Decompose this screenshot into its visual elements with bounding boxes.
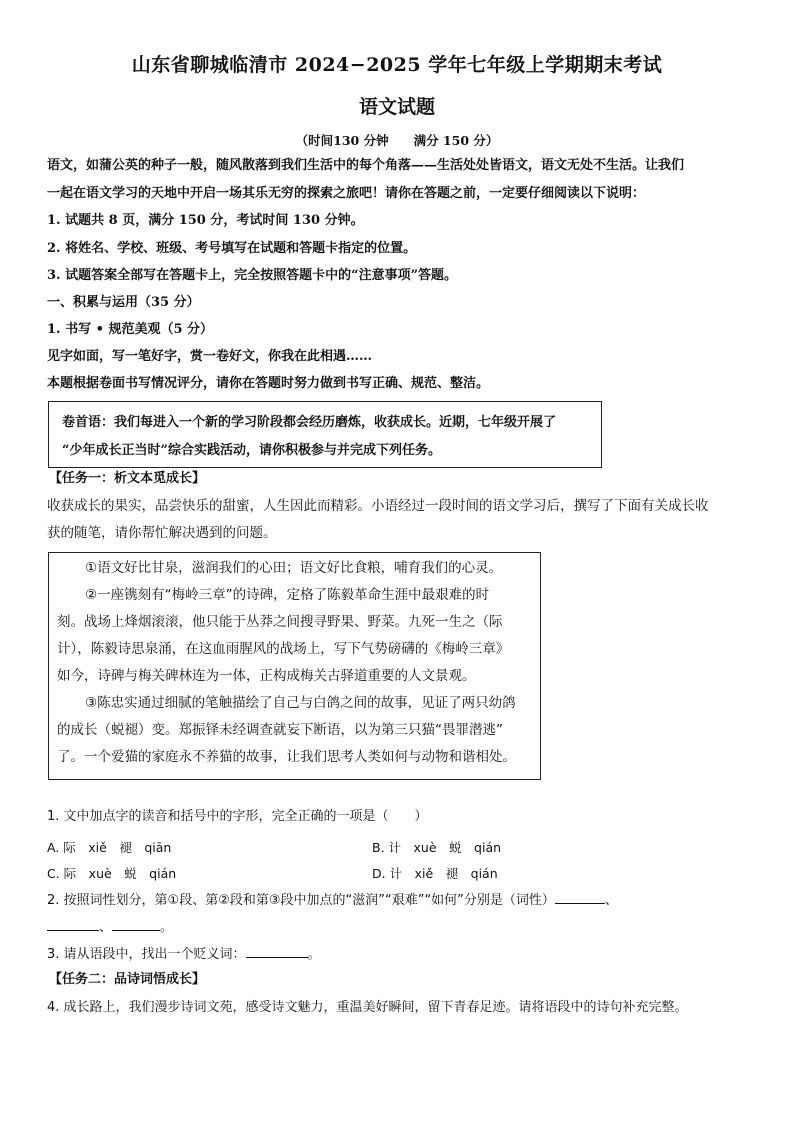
separator: 、 [99, 920, 113, 935]
passage-line: 如今，诗碑与梅关碑林连为一体，正构成梅关古驿道重要的人文景观。 [57, 668, 476, 684]
exam-subtitle: 语文试题 [358, 96, 435, 118]
question-sub-2 [47, 891, 747, 910]
preface-line-2: “少年成长正当时”综合实践活动，请你积极参与并完成下列任务。 [62, 443, 441, 458]
option-c[interactable]: C. 际 xuè 蜕 qián [47, 866, 177, 881]
task-1-intro-2: 获的随笔，请你帮忙解决遇到的问题。 [47, 525, 277, 541]
passage-line: ①语文好比甘泉，滋润我们的心田；语文好比食粮，哺育我们的心灵。 [85, 560, 503, 576]
exam-title: 山东省聊城临清市 2024−2025 学年七年级上学期期末考试 [131, 54, 663, 76]
answer-blank[interactable] [112, 918, 160, 931]
intro-line-2: 一起在语文学习的天地中开启一场其乐无穷的探索之旅吧！请你在答题之前，一定要仔细阅读以下说明： [47, 186, 646, 201]
question-1-line-2: 本题根据卷面书写情况评分，请你在答题时努力做到书写正确、规范、整洁。 [47, 376, 490, 391]
question-sub-4: 4. 成长路上，我们漫步诗词文苑，感受诗文魅力，重温美好瞬间，留下青春足迹。请将语段中的诗句补充完整。 [47, 1000, 688, 1015]
question-1-heading: 1. 书写 • 规范美观（5 分） [47, 322, 214, 337]
separator: 、 [604, 893, 618, 908]
section-heading: 一、积累与运用（35 分） [47, 295, 200, 310]
end-mark: 。 [307, 947, 321, 962]
preface-line-1: 卷首语：我们每进入一个新的学习阶段都会经历磨炼，收获成长。近期，七年级开展了 [62, 415, 557, 430]
task-2-heading: 【任务二：品诗词悟成长】 [49, 972, 206, 987]
answer-blank[interactable] [555, 891, 605, 904]
task-1-heading: 【任务一：析文本觅成长】 [49, 471, 206, 486]
preface-box [48, 401, 602, 468]
end-mark: 。 [160, 920, 174, 935]
question-1-line-1: 见字如面，写一笔好字，赏一卷好文，你我在此相遇…… [47, 349, 373, 364]
instruction-2: 2. 将姓名、学校、班级、考号填写在试题和答题卡指定的位置。 [47, 241, 417, 256]
option-a[interactable]: A. 际 xiě 褪 qiān [47, 840, 172, 855]
passage-line: ③陈忠实通过细腻的笔触描绘了自己与白鸽之间的故事，见证了两只幼鸽 [85, 695, 516, 711]
question-sub-2-cont [47, 918, 747, 937]
passage-line: 计），陈毅诗思泉涌，在这血雨腥风的战场上，写下气势磅礴的《梅岭三章》 [57, 641, 510, 657]
instruction-1: 1. 试题共 8 页，满分 150 分，考试时间 130 分钟。 [47, 213, 364, 228]
passage-box [48, 552, 541, 780]
question-sub-2-text: 2. 按照词性划分，第①段、第②段和第③段中加点的“滋润”“艰难”“如何”分别是（词性） [47, 893, 555, 908]
intro-line-1: 语文，如蒲公英的种子一般，随风散落到我们生活中的每个角落——生活处处皆语文，语文无处不生活。让我们 [47, 158, 685, 173]
option-b[interactable]: B. 计 xuè 蜕 qián [372, 840, 502, 855]
question-sub-1: 1. 文中加点字的读音和括号中的字形，完全正确的一项是（ ） [47, 809, 428, 824]
passage-line: 了。一个爱猫的家庭永不养猫的故事，让我们思考人类如何与动物和谐相处。 [57, 749, 516, 765]
option-d[interactable]: D. 计 xiě 褪 qián [372, 866, 498, 881]
passage-line: ②一座镌刻有“梅岭三章”的诗碑，定格了陈毅革命生涯中最艰难的时 [85, 587, 490, 603]
question-sub-3-text: 3. 请从语段中，找出一个贬义词： [47, 947, 246, 962]
passage-line: 的成长（蜕褪）变。郑振铎未经调查就妄下断语，以为第三只猫“畏罪潜逃” [57, 722, 503, 738]
passage-line: 刻。战场上烽烟滚滚，他只能于丛莽之间搜寻野果、野菜。九死一生之（际 [57, 614, 503, 630]
question-sub-3 [47, 945, 747, 964]
answer-blank[interactable] [246, 945, 308, 958]
task-1-intro-1: 收获成长的果实，品尝快乐的甜蜜，人生因此而精彩。小语经过一段时间的语文学习后，撰写了下面有关成长收 [47, 498, 709, 514]
time-note: （时间130 分钟 满分 150 分） [295, 133, 499, 148]
instruction-3: 3. 试题答案全部写在答题卡上，完全按照答题卡中的“注意事项”答题。 [47, 268, 458, 283]
answer-blank[interactable] [47, 918, 99, 931]
